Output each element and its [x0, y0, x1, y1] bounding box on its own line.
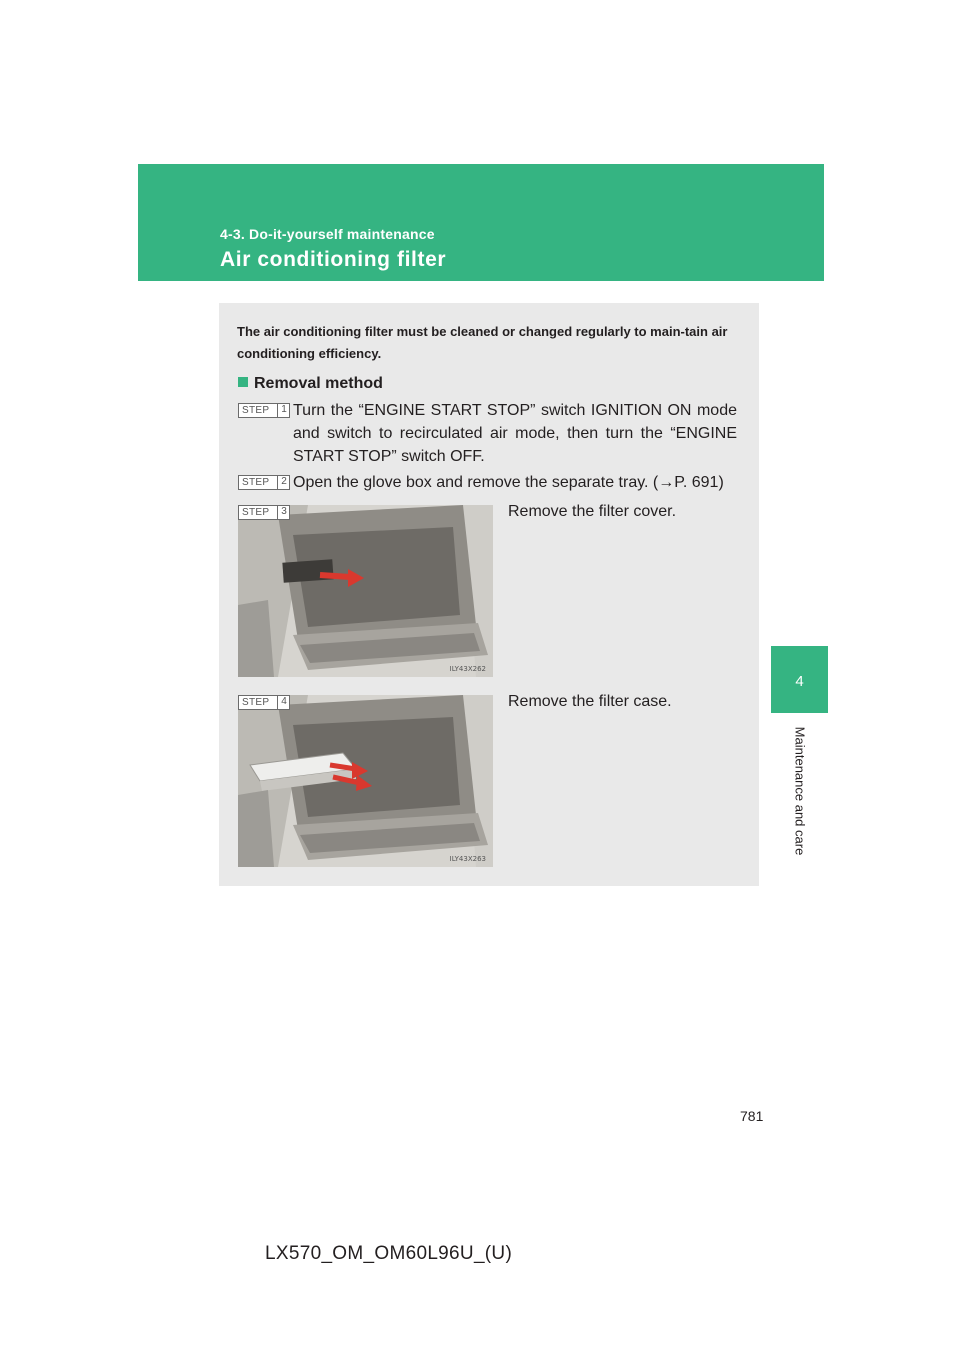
intro-text: The air conditioning filter must be cleaned or changed regularly to main-tain air conditioning efficiency.: [237, 324, 728, 361]
step-badge-number: 4: [277, 695, 290, 710]
step-badge-label: STEP: [242, 507, 270, 518]
content-box: [219, 303, 759, 886]
step-caption: Remove the filter cover.: [508, 503, 677, 520]
section-label: 4-3. Do-it-yourself maintenance: [220, 226, 435, 242]
glove-box-photo: [238, 505, 493, 677]
step-badge: [238, 695, 290, 710]
filter-case-illustration: [238, 695, 493, 867]
document-code: LX570_OM_OM60L96U_(U): [265, 1243, 513, 1264]
step-badge: [238, 475, 290, 490]
step-badge-label: STEP: [242, 697, 270, 708]
glove-box-photo: [238, 695, 493, 867]
subheading: [238, 375, 383, 393]
chapter-tab[interactable]: [771, 646, 828, 713]
page-number: 781: [740, 1108, 764, 1124]
glove-box-illustration: [238, 505, 493, 677]
step-text: Turn the “ENGINE START STOP” switch IGNITION ON mode and switch to recirculated air mode, then turn the “ENGINE START STOP” switch OFF.: [293, 402, 737, 465]
step-badge-label: STEP: [242, 477, 270, 488]
step-badge-number: 3: [277, 505, 290, 520]
image-code: ILY43X262: [449, 665, 486, 673]
page-title: Air conditioning filter: [220, 248, 447, 271]
step-text: Open the glove box and remove the separate tray. (→P. 691): [293, 474, 724, 491]
step-badge-label: STEP: [242, 405, 270, 416]
chapter-number: 4: [795, 673, 804, 690]
step-badge: [238, 403, 290, 418]
chapter-label: Maintenance and care: [792, 726, 808, 856]
step-caption: Remove the filter case.: [508, 693, 672, 710]
step-badge: [238, 505, 290, 520]
square-bullet-icon: [238, 377, 248, 387]
image-code: ILY43X263: [449, 855, 486, 863]
step-badge-number: 1: [277, 403, 290, 418]
subheading-text: Removal method: [254, 375, 383, 392]
step-badge-number: 2: [277, 475, 290, 490]
